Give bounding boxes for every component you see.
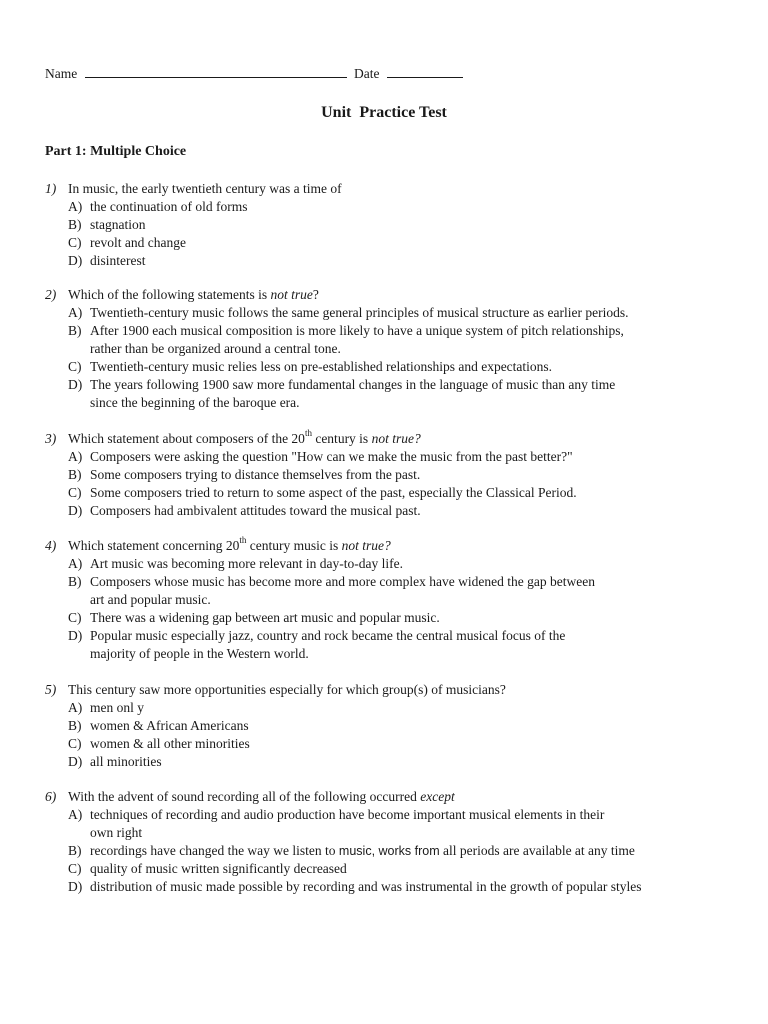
option-text-line: since the beginning of the baroque era. [90, 395, 300, 410]
option-text-line: majority of people in the Western world. [90, 646, 309, 661]
option-text: Some composers trying to distance themselves from the past. [90, 467, 421, 482]
question-emphasis: not true? [341, 538, 391, 553]
option-text: revolt and change [90, 235, 186, 250]
question-2 [45, 286, 745, 412]
option-letter: A) [68, 700, 83, 715]
option-d[interactable] [45, 627, 745, 663]
option-a[interactable] [45, 198, 745, 216]
option-letter: D) [68, 503, 83, 518]
option-text: men onl y [90, 700, 144, 715]
option-text: Composers had ambivalent attitudes toward the musical past. [90, 503, 421, 518]
option-d[interactable] [45, 252, 745, 270]
option-b[interactable] [45, 322, 745, 358]
option-text-part: all periods are available at any time [439, 843, 635, 858]
question-number: 2) [45, 287, 57, 302]
option-letter: A) [68, 556, 83, 571]
option-text [90, 376, 745, 412]
option-letter: A) [68, 449, 83, 464]
option-text-line: Popular music especially jazz, country and rock became the central musical focus of the [90, 628, 566, 643]
question-5 [45, 681, 745, 771]
option-letter: D) [68, 879, 83, 894]
date-blank[interactable] [387, 64, 463, 78]
question-emphasis: not true? [371, 431, 421, 446]
option-c[interactable] [45, 609, 745, 627]
option-c[interactable] [45, 484, 745, 502]
option-c[interactable] [45, 735, 745, 753]
name-blank[interactable] [85, 64, 347, 78]
question-text-part: Which statement concerning 20 [68, 538, 240, 553]
question-text-part: century music is [246, 538, 342, 553]
option-text-line: art and popular music. [90, 592, 211, 607]
option-text-line: After 1900 each musical composition is more likely to have a unique system of pitch relationships, [90, 323, 624, 338]
option-b[interactable] [45, 842, 745, 860]
date-label: Date [353, 66, 380, 81]
option-letter: C) [68, 610, 82, 625]
question-number: 1) [45, 181, 57, 196]
option-b[interactable] [45, 573, 745, 609]
option-text: stagnation [90, 217, 146, 232]
option-text: Twentieth-century music follows the same general principles of musical structure as earlier periods. [90, 305, 629, 320]
option-text-line: techniques of recording and audio production have become important musical elements in their [90, 807, 605, 822]
option-c[interactable] [45, 358, 745, 376]
option-b[interactable] [45, 717, 745, 735]
option-d[interactable] [45, 878, 745, 896]
option-a[interactable] [45, 304, 745, 322]
option-text: disinterest [90, 253, 146, 268]
option-a[interactable] [45, 555, 745, 573]
option-letter: A) [68, 305, 83, 320]
question-text: This century saw more opportunities especially for which group(s) of musicians? [68, 682, 506, 697]
option-a[interactable] [45, 806, 745, 842]
option-text: Some composers tried to return to some aspect of the past, especially the Classical Period. [90, 485, 577, 500]
option-text-line: rather than be organized around a central tone. [90, 341, 341, 356]
name-label: Name [45, 66, 78, 81]
option-letter: D) [68, 377, 83, 392]
option-b[interactable] [45, 216, 745, 234]
option-letter: B) [68, 323, 82, 338]
question-text-part: With the advent of sound recording all of the following occurred [68, 789, 421, 804]
option-text: women & all other minorities [90, 736, 250, 751]
question-3 [45, 430, 745, 520]
question-number: 3) [45, 431, 57, 446]
option-text [90, 322, 745, 358]
option-text-line: The years following 1900 saw more fundamental changes in the language of music than any time [90, 377, 616, 392]
option-letter: D) [68, 253, 83, 268]
question-text: In music, the early twentieth century was a time of [68, 181, 342, 196]
option-d[interactable] [45, 376, 745, 412]
question-number: 4) [45, 538, 57, 553]
option-text: There was a widening gap between art music and popular music. [90, 610, 440, 625]
option-letter: D) [68, 628, 83, 643]
question-text-part: ? [312, 287, 319, 302]
option-text: Twentieth-century music relies less on pre-established relationships and expectations. [90, 359, 553, 374]
option-letter: B) [68, 574, 82, 589]
question-1 [45, 180, 745, 270]
question-emphasis: not true [270, 287, 313, 302]
option-text-line: own right [90, 825, 143, 840]
question-number: 5) [45, 682, 57, 697]
question-text-part: century is [311, 431, 372, 446]
question-text [68, 537, 391, 555]
question-text [68, 286, 319, 304]
name-date-row [45, 64, 463, 83]
question-4 [45, 537, 745, 663]
option-letter: D) [68, 754, 83, 769]
question-emphasis: except [420, 789, 455, 804]
option-letter: B) [68, 217, 82, 232]
title-unit: Unit [321, 104, 352, 121]
option-text-line: Composers whose music has become more and more complex have widened the gap between [90, 574, 595, 589]
option-text-part: recordings have changed the way we listen to [90, 843, 339, 858]
option-letter: C) [68, 359, 82, 374]
option-letter: C) [68, 235, 82, 250]
title-practice-test: Practice Test [359, 104, 447, 121]
option-d[interactable] [45, 753, 745, 771]
option-text [90, 573, 745, 609]
question-number: 6) [45, 789, 57, 804]
option-a[interactable] [45, 448, 745, 466]
question-6 [45, 788, 745, 896]
option-text: Art music was becoming more relevant in day-to-day life. [90, 556, 404, 571]
option-text: all minorities [90, 754, 162, 769]
option-letter: C) [68, 861, 82, 876]
option-text: women & African Americans [90, 718, 249, 733]
superscript: th [239, 535, 247, 545]
option-letter: C) [68, 736, 82, 751]
option-b[interactable] [45, 466, 745, 484]
option-letter: B) [68, 467, 82, 482]
question-text-part: Which statement about composers of the 20 [68, 431, 305, 446]
option-text: the continuation of old forms [90, 199, 248, 214]
question-text [68, 788, 455, 806]
option-text [90, 842, 745, 860]
page-title [0, 104, 768, 122]
option-text [90, 806, 745, 842]
option-letter: A) [68, 807, 83, 822]
option-text: quality of music written significantly decreased [90, 861, 347, 876]
option-a[interactable] [45, 699, 745, 717]
question-text-part: Which of the following statements is [68, 287, 271, 302]
superscript: th [304, 428, 312, 438]
option-text: Composers were asking the question "How can we make the music from the past better?" [90, 449, 573, 464]
option-letter: B) [68, 843, 82, 858]
part-heading: Part 1: Multiple Choice [45, 144, 187, 159]
option-d[interactable] [45, 502, 745, 520]
option-letter: B) [68, 718, 82, 733]
question-text [68, 430, 421, 448]
option-letter: A) [68, 199, 83, 214]
option-text: distribution of music made possible by recording and was instrumental in the growth of popular styles [90, 879, 642, 894]
option-text [90, 627, 745, 663]
option-letter: C) [68, 485, 82, 500]
option-c[interactable] [45, 234, 745, 252]
option-text-part: music, works from [338, 844, 440, 858]
option-c[interactable] [45, 860, 745, 878]
